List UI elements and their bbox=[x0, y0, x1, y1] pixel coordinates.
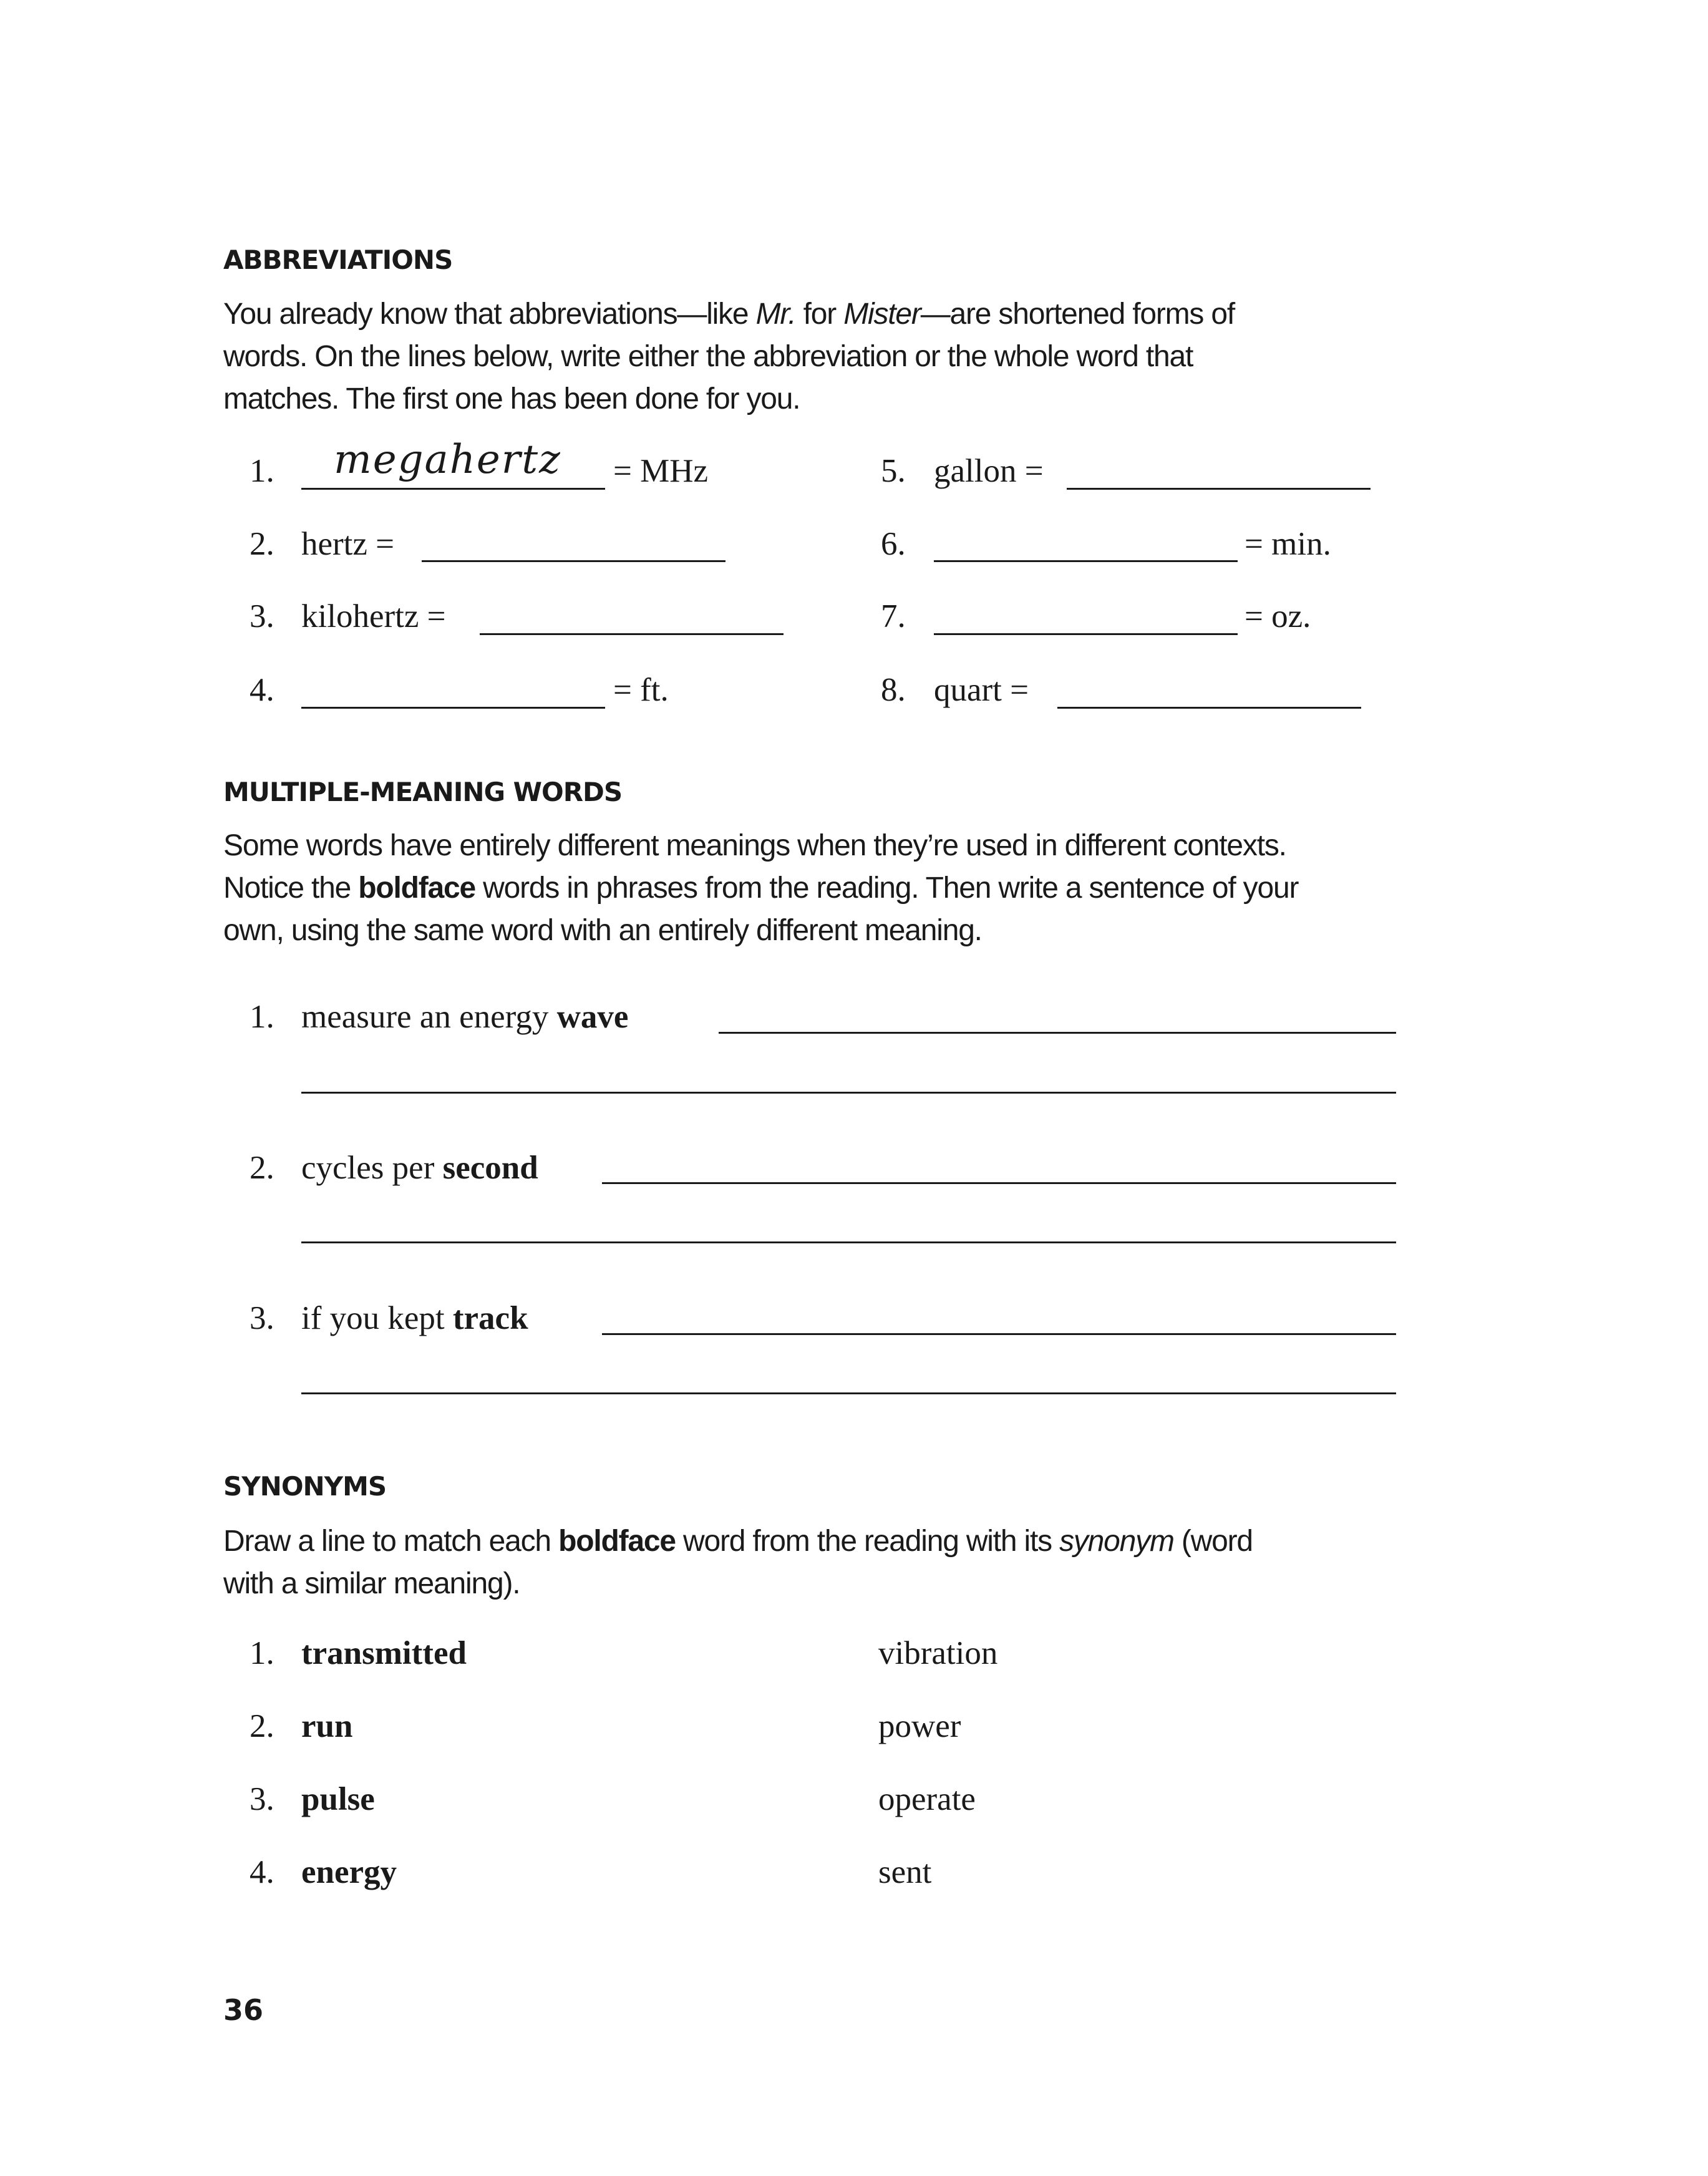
item-number: 8. bbox=[881, 672, 906, 708]
intro-line: Some words have entirely different meanings when they’re used in different contexts. bbox=[223, 829, 1286, 862]
page-number: 36 bbox=[223, 1993, 264, 2027]
synonym-word[interactable] bbox=[301, 1853, 397, 1891]
item-number: 4. bbox=[250, 1854, 274, 1890]
intro-text: word from the reading with its bbox=[675, 1525, 1060, 1558]
synonym-word-text: energy bbox=[301, 1854, 397, 1890]
phrase-bold-word: track bbox=[452, 1300, 528, 1336]
abbreviations-heading: ABBREVIATIONS bbox=[223, 245, 453, 275]
abbreviation-item-3 bbox=[250, 598, 274, 635]
intro-text: for bbox=[795, 298, 844, 331]
multiple-meaning-item-1 bbox=[250, 998, 274, 1036]
abbreviation-item-2 bbox=[250, 525, 274, 563]
handwritten-answer: megahertz bbox=[334, 437, 561, 483]
sentence-line[interactable] bbox=[719, 1032, 1396, 1034]
item-number: 1. bbox=[250, 453, 274, 489]
item-number: 5. bbox=[881, 453, 906, 489]
sentence-line[interactable] bbox=[301, 1092, 1396, 1094]
multiple-meaning-intro bbox=[223, 825, 1298, 952]
answer-line-2[interactable] bbox=[422, 560, 725, 562]
intro-text: Draw a line to match each bbox=[223, 1525, 559, 1558]
abbreviation-suffix: = oz. bbox=[1245, 598, 1311, 634]
item-number: 3. bbox=[250, 1300, 274, 1336]
multiple-meaning-item-3 bbox=[250, 1299, 274, 1337]
phrase-bold-word: second bbox=[442, 1150, 538, 1186]
item-number: 7. bbox=[881, 598, 906, 634]
phrase-bold-word: wave bbox=[556, 999, 629, 1035]
multiple-meaning-item-2 bbox=[250, 1149, 274, 1187]
intro-text: You already know that abbreviations—like bbox=[223, 298, 756, 331]
phrase bbox=[301, 1299, 528, 1337]
abbreviation-prefix: quart = bbox=[934, 672, 1029, 708]
answer-line-8[interactable] bbox=[1057, 707, 1361, 709]
item-number: 3. bbox=[250, 1781, 274, 1817]
intro-line: matches. The first one has been done for you. bbox=[223, 382, 800, 415]
answer-line-5[interactable] bbox=[1067, 488, 1371, 490]
answer-line-1[interactable] bbox=[301, 488, 605, 490]
intro-text: Notice the bbox=[223, 872, 359, 905]
synonym-word[interactable] bbox=[301, 1780, 375, 1818]
phrase-text: measure an energy bbox=[301, 999, 557, 1035]
item-number: 6. bbox=[881, 526, 906, 562]
abbreviation-item-1 bbox=[250, 452, 274, 490]
item-number: 2. bbox=[250, 526, 274, 562]
abbreviation-suffix: = min. bbox=[1245, 526, 1331, 562]
phrase-text: if you kept bbox=[301, 1300, 453, 1336]
abbreviation-item-5 bbox=[881, 452, 906, 490]
abbreviation-item-8 bbox=[881, 671, 906, 709]
intro-italic-mr: Mr. bbox=[755, 298, 796, 331]
sentence-line[interactable] bbox=[301, 1392, 1396, 1394]
abbreviation-prefix: gallon = bbox=[934, 453, 1044, 489]
intro-italic-mister: Mister bbox=[843, 298, 921, 331]
synonym-word[interactable] bbox=[301, 1707, 352, 1745]
abbreviation-item-4 bbox=[250, 671, 274, 709]
synonym-word-text: transmitted bbox=[301, 1635, 467, 1671]
synonym-item-3 bbox=[250, 1780, 274, 1818]
answer-line-4[interactable] bbox=[301, 707, 605, 709]
abbreviations-intro bbox=[223, 293, 1235, 420]
item-number: 1. bbox=[250, 999, 274, 1035]
intro-text: (word bbox=[1173, 1525, 1253, 1558]
phrase bbox=[301, 1149, 538, 1187]
intro-bold-boldface: boldface bbox=[558, 1525, 676, 1558]
item-number: 4. bbox=[250, 672, 274, 708]
synonym-item-4 bbox=[250, 1853, 274, 1891]
sentence-line[interactable] bbox=[602, 1182, 1396, 1184]
intro-italic-synonym: synonym bbox=[1059, 1525, 1174, 1558]
sentence-line[interactable] bbox=[602, 1333, 1396, 1335]
abbreviation-prefix: kilohertz = bbox=[301, 598, 446, 634]
item-number: 2. bbox=[250, 1708, 274, 1744]
answer-line-3[interactable] bbox=[480, 633, 784, 635]
answer-line-6[interactable] bbox=[934, 560, 1238, 562]
intro-bold-boldface: boldface bbox=[358, 872, 476, 905]
synonym-word-text: pulse bbox=[301, 1781, 375, 1817]
abbreviation-suffix: = ft. bbox=[613, 672, 669, 708]
item-number: 3. bbox=[250, 598, 274, 634]
abbreviation-item-6 bbox=[881, 525, 906, 563]
synonym-match[interactable]: operate bbox=[878, 1781, 976, 1817]
synonym-match[interactable]: sent bbox=[878, 1854, 932, 1890]
intro-line: with a similar meaning). bbox=[223, 1567, 520, 1600]
item-number: 1. bbox=[250, 1635, 274, 1671]
phrase-text: cycles per bbox=[301, 1150, 443, 1186]
synonym-match[interactable]: power bbox=[878, 1708, 961, 1744]
abbreviation-item-7 bbox=[881, 598, 906, 635]
phrase bbox=[301, 998, 628, 1036]
multiple-meaning-heading: MULTIPLE-MEANING WORDS bbox=[223, 777, 623, 807]
synonym-item-1 bbox=[250, 1634, 274, 1672]
item-number: 2. bbox=[250, 1150, 274, 1186]
synonym-word-text: run bbox=[301, 1708, 353, 1744]
synonym-item-2 bbox=[250, 1707, 274, 1745]
synonyms-intro bbox=[223, 1520, 1253, 1605]
intro-text: words in phrases from the reading. Then write a sentence of your bbox=[475, 872, 1299, 905]
intro-text: —are shortened forms of bbox=[920, 298, 1235, 331]
intro-line: own, using the same word with an entirely different meaning. bbox=[223, 914, 982, 947]
synonym-word[interactable] bbox=[301, 1634, 467, 1672]
abbreviation-prefix: hertz = bbox=[301, 526, 395, 562]
synonyms-heading: SYNONYMS bbox=[223, 1471, 387, 1502]
intro-line: words. On the lines below, write either the abbreviation or the whole word that bbox=[223, 340, 1193, 373]
abbreviation-suffix: = MHz bbox=[613, 453, 709, 489]
answer-line-7[interactable] bbox=[934, 633, 1238, 635]
synonym-match[interactable]: vibration bbox=[878, 1635, 998, 1671]
sentence-line[interactable] bbox=[301, 1241, 1396, 1243]
